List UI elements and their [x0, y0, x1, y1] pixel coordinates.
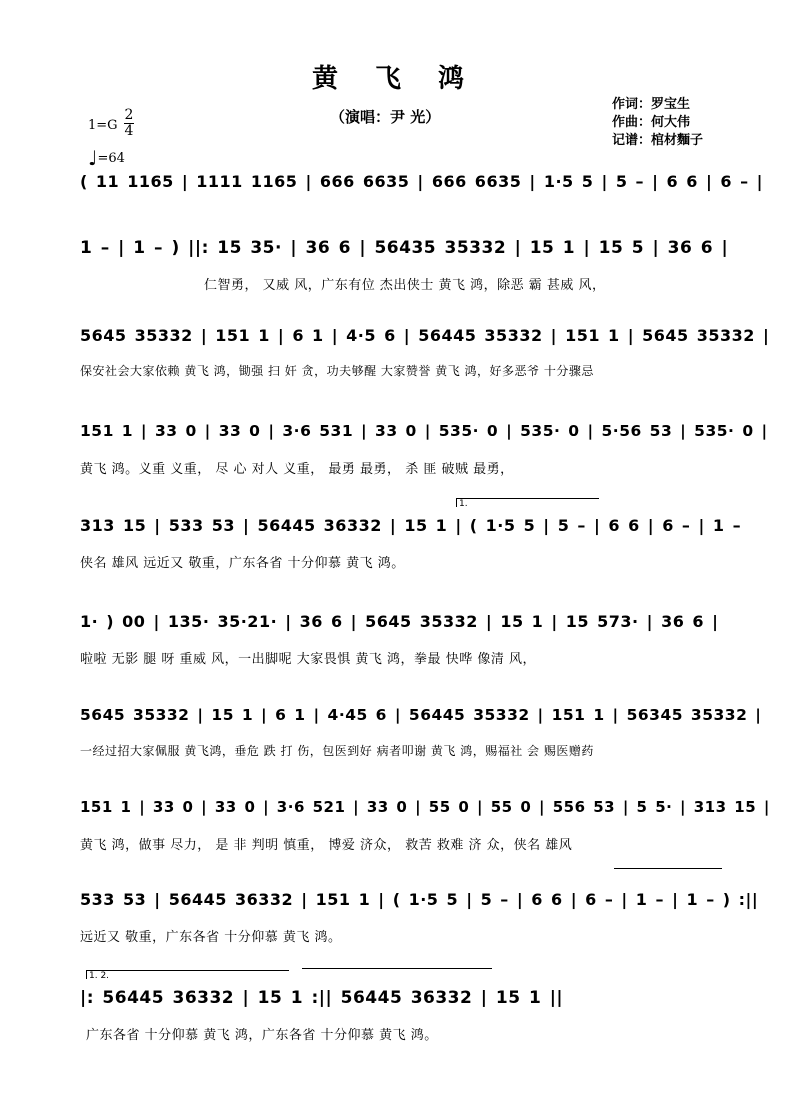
notes-row	[74, 418, 768, 454]
notes-row	[74, 702, 762, 738]
notes-text: 151 1 | 33 0 | 33 0 | 3·6 521 | 33 0 | 55 0 | 55 0 | 556 53 | 5 5· | 313 15 |	[80, 798, 770, 816]
lyrics-row: 啦啦 无影 腿 呀 重威 风，一出脚呢 大家畏惧 黄飞 鸿，拳最 快哗 像清 风，	[80, 652, 536, 667]
composer: 作曲：何大伟	[612, 115, 691, 130]
time-numerator: 2	[124, 107, 134, 123]
notes-row	[74, 608, 734, 644]
volta-bracket: 1. 2.	[86, 970, 289, 979]
lyrics-row: 保安社会大家依赖 黄飞 鸿，锄强 扫 奸 贪，功夫够醒 大家赞誉 黄飞 鸿，好多恶爷 十分骤忌	[80, 364, 594, 378]
key-signature: 1=G	[88, 118, 118, 133]
notes-row	[74, 168, 763, 204]
song-title: 黄 飞 鸿	[311, 64, 479, 94]
time-denominator: 4	[124, 123, 134, 139]
lyrics-row: 远近又 敬重，广东各省 十分仰慕 黄飞 鸿。	[80, 930, 342, 945]
lyrics-row: 仁智勇， 又威 风，广东有位 杰出侠士 黄飞 鸿，除恶 霸 甚威 风，	[204, 278, 606, 293]
notes-text: 313 15 | 533 53 | 56445 36332 | 15 1 | ( 1·5 5 | 5 – | 6 6 | 6 – | 1 –	[80, 516, 742, 535]
notes-text: 5645 35332 | 151 1 | 6 1 | 4·5 6 | 56445 35332 | 151 1 | 5645 35332 |	[80, 326, 770, 345]
notes-text: 1 – | 1 – ) ||: 15 35· | 36 6 | 56435 35332 | 15 1 | 15 5 | 36 6 |	[80, 238, 729, 258]
transcriber: 记谱：棺材麵子	[612, 133, 704, 148]
volta-bracket: 1.	[456, 498, 599, 507]
notes-text: |: 56445 36332 | 15 1 :|| 56445 36332 | 15 1 ||	[80, 988, 564, 1008]
notes-text: 151 1 | 33 0 | 33 0 | 3·6 531 | 33 0 | 535· 0 | 535· 0 | 5·56 53 | 535· 0 |	[80, 422, 768, 440]
notes-row	[74, 512, 742, 548]
credits	[612, 96, 703, 150]
time-signature	[124, 108, 134, 139]
lyrics-row: 黄飞 鸿。义重 义重， 尽 心 对人 义重， 最勇 最勇， 杀 匪 破贼 最勇，	[80, 462, 514, 477]
singer-line: （演唱：尹 光）	[330, 108, 441, 126]
notes-text: 533 53 | 56445 36332 | 151 1 | ( 1·5 5 | 5 – | 6 6 | 6 – | 1 – | 1 – ) :||	[80, 890, 759, 909]
notes-row	[74, 234, 734, 270]
notes-row	[74, 886, 759, 922]
notes-row	[74, 984, 734, 1020]
notes-row	[74, 322, 770, 358]
lyricist: 作词：罗宝生	[612, 97, 691, 112]
tempo-value: =64	[97, 151, 125, 166]
tempo-marking	[88, 146, 125, 170]
lyrics-row: 黄飞 鸿，做事 尽力， 是 非 判明 慎重， 博爱 济众， 救苦 救难 济 众，侠名 雄风	[80, 838, 573, 853]
ending-line	[614, 868, 722, 869]
quarter-note-icon: ♩	[88, 146, 98, 170]
lyrics-row: 一经过招大家佩服 黄飞鸿，垂危 跌 打 伤，包医到好 病者叩谢 黄飞 鸿，赐福社 会 赐医赠药	[80, 744, 594, 758]
notes-row	[74, 794, 770, 830]
notes-text: 5645 35332 | 15 1 | 6 1 | 4·45 6 | 56445 35332 | 151 1 | 56345 35332 |	[80, 706, 762, 724]
notes-text: ( 11 1165 | 1111 1165 | 666 6635 | 666 6635 | 1·5 5 | 5 – | 6 6 | 6 – |	[80, 172, 763, 191]
lyrics-row: 广东各省 十分仰慕 黄飞 鸿，广东各省 十分仰慕 黄飞 鸿。	[86, 1028, 438, 1043]
ending-line	[302, 968, 492, 969]
notes-text: 1· ) 00 | 135· 35·21· | 36 6 | 5645 35332 | 15 1 | 15 573· | 36 6 |	[80, 612, 719, 631]
lyrics-row: 侠名 雄风 远近又 敬重，广东各省 十分仰慕 黄飞 鸿。	[80, 556, 405, 571]
